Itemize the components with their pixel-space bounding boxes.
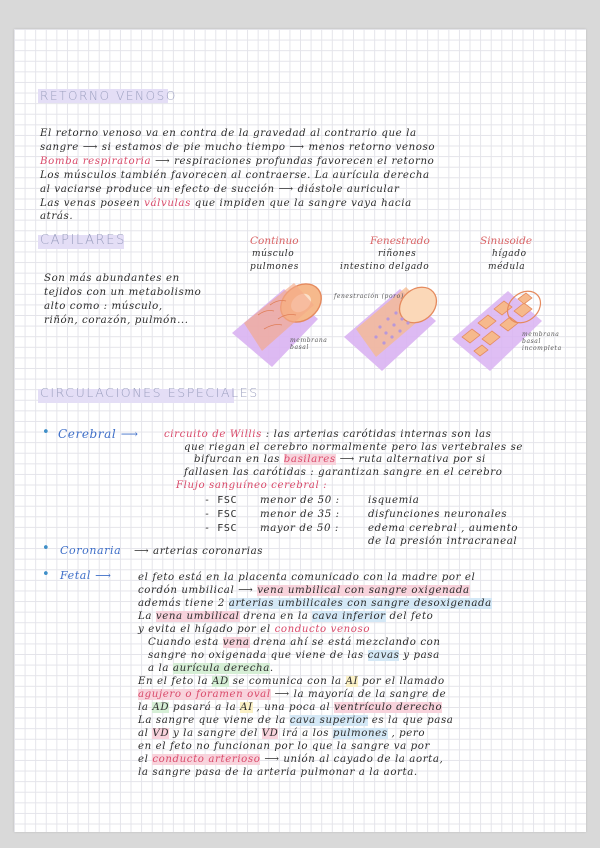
cerebral-label: Cerebral ⟶ [58,427,139,441]
fsc-item-3-c: edema cerebral , aumento [368,523,519,534]
capilar-sinusoide-drawing [438,277,558,377]
bullet-cerebral: • [42,425,50,440]
sinusoide-place-2: médula [488,262,526,272]
bullet-fetal: • [42,567,50,582]
retorno-line-7: atrás. [40,211,74,222]
cerebral-line-2: que riegan el cerebro normalmente pero las vertebrales se [184,442,524,453]
fsc-item-3-extra: de la presión intracraneal [368,536,518,547]
fsc-item-1-b: menor de 50 : [260,495,340,506]
fenestrado-place-2: intestino delgado [340,262,430,272]
fetal-line-1: el feto está en la placenta comunicado con la madre por el [138,572,476,583]
cerebral-line-3: bifurcan en las basilares ⟶ ruta alternativa por si [194,454,486,465]
coronaria-text: ⟶ arterias coronarias [134,546,264,557]
fetal-line-2: cordón umbilical ⟶ vena umbilical con sangre oxigenada [138,585,470,596]
fetal-line-8: a la aurícula derecha. [148,663,274,674]
fetal-line-15: el conducto arterioso ⟶ unión al cayado de la aorta, [138,754,444,765]
sinusoide-place-1: hígado [492,249,527,259]
fetal-line-4: La vena umbilical drena en la cava inferior del feto [138,611,434,622]
continuo-place-1: músculo [252,249,295,259]
fetal-line-6: Cuando esta vena drena ahí se está mezclando con [148,637,441,648]
fetal-line-14: en el feto no funcionan por lo que la sangre va por [138,741,431,752]
retorno-line-4: Los músculos también favorecen al contraerse. La aurícula derecha [40,170,430,181]
fetal-line-11: la AD pasará a la AI , una poca al ventrículo derecho [138,702,443,713]
bomba-respiratoria-label: Bomba respiratoria [40,156,152,167]
fsc-item-2-a: - FSC [204,509,238,520]
capilar-fenestrado-label: Fenestrado [370,235,430,247]
retorno-line-1: El retorno venoso va en contra de la gravedad al contrario que la [40,128,417,139]
capilares-text-1: Son más abundantes en [44,273,180,284]
fsc-item-3-b: mayor de 50 : [260,523,339,534]
section-title-capilares: CAPILARES [40,233,126,248]
fetal-line-5: y evita el hígado por el conducto venoso [138,624,371,635]
capilares-text-3: alto como : músculo, [44,301,163,312]
capilares-text-4: riñón, corazón, pulmón... [44,315,189,326]
fsc-item-1-c: isquemia [368,495,420,506]
fetal-line-7: sangre no oxigenada que viene de las cavas y pasa [148,650,440,661]
cerebral-line-1: circuito de Willis : las arterias carótidas internas son las [164,429,492,440]
retorno-line-6: Las venas poseen válvulas que impiden que la sangre vaya hacia [40,198,412,209]
retorno-line-2: sangre ⟶ si estamos de pie mucho tiempo ⟶ menos retorno venoso [40,142,436,153]
notes-page [14,29,586,832]
membrana-basal-annotation-1: membrana basal [290,337,328,351]
fsc-item-1-a: - FSC [204,495,238,506]
fetal-line-12: La sangre que viene de la cava superior es la que pasa [138,715,454,726]
fetal-line-3: además tiene 2 arterias umbilicales con sangre desoxigenada [138,598,492,609]
bullet-coronaria: • [42,541,50,556]
capilares-text-2: tejidos con un metabolismo [44,287,202,298]
section-title-retorno: RETORNO VENOSO [40,89,177,103]
continuo-place-2: pulmones [250,262,299,272]
fetal-line-10: agujero o foramen oval ⟶ la mayoría de la sangre de [138,689,447,700]
fsc-item-2-c: disfunciones neuronales [368,509,508,520]
fenestrado-place-1: riñones [378,249,417,259]
capilar-continuo-drawing [214,275,334,375]
capilar-continuo-label: Continuo [250,235,299,247]
section-title-circulaciones: CIRCULACIONES ESPECIALES [40,385,259,400]
flujo-sanguineo-label: Flujo sanguíneo cerebral : [176,480,328,491]
retorno-line-3: Bomba respiratoria ⟶ respiraciones profundas favorecen el retorno [40,156,435,167]
membrana-basal-annotation-2: membrana basal incompleta [522,331,562,352]
valvulas-label: válvulas [144,198,191,209]
coronaria-label: Coronaria [60,544,122,557]
cerebral-line-4: fallasen las carótidas : garantizan sangre en el cerebro [184,467,503,478]
retorno-line-5: al vaciarse produce un efecto de succión ⟶ diástole auricular [40,184,400,195]
fsc-item-2-b: menor de 35 : [260,509,340,520]
capilar-fenestrado-drawing [330,277,450,377]
fenestracion-annotation: fenestración (poro) [334,293,404,300]
capilar-sinusoide-label: Sinusoide [480,235,533,247]
fetal-label: Fetal ⟶ [60,569,112,582]
fsc-item-3-a: - FSC [204,523,238,534]
fetal-line-9: En el feto la AD se comunica con la AI por el llamado [138,676,445,687]
fetal-line-13: al VD y la sangre del VD irá a los pulmones , pero [138,728,426,739]
fetal-line-16: la sangre pasa de la arteria pulmonar a la aorta. [138,767,418,778]
